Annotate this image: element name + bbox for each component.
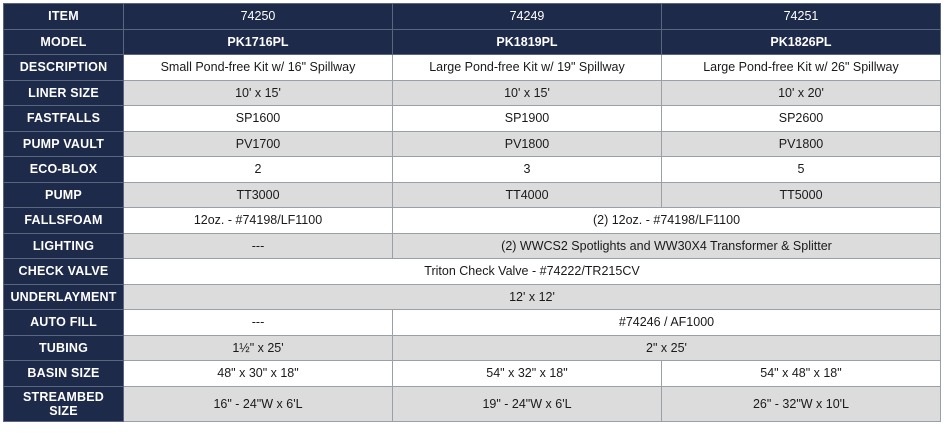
basin-size-cell: 54" x 48" x 18" [662,361,941,387]
fallsfoam-cell: 12oz. - #74198/LF1100 [124,208,393,234]
description-cell: Large Pond-free Kit w/ 19" Spillway [393,55,662,81]
row-label-pump-vault: PUMP VAULT [4,131,124,157]
pump-cell: TT5000 [662,182,941,208]
item-number-74250: 74250 [124,4,393,30]
pump-row [4,182,941,208]
row-label-eco-blox: ECO-BLOX [4,157,124,183]
underlayment-row [4,284,941,310]
liner-size-cell: 10' x 20' [662,80,941,106]
row-label-check-valve: CHECK VALVE [4,259,124,285]
liner-size-cell: 10' x 15' [393,80,662,106]
row-label-lighting: LIGHTING [4,233,124,259]
fallsfoam-cell-merged: (2) 12oz. - #74198/LF1100 [393,208,941,234]
auto-fill-cell-merged: #74246 / AF1000 [393,310,941,336]
liner-size-cell: 10' x 15' [124,80,393,106]
eco-blox-cell: 2 [124,157,393,183]
item-number-74251: 74251 [662,4,941,30]
lighting-cell-merged: (2) WWCS2 Spotlights and WW30X4 Transformer & Splitter [393,233,941,259]
check-valve-cell-merged: Triton Check Valve - #74222/TR215CV [124,259,941,285]
row-label-auto-fill: AUTO FILL [4,310,124,336]
description-cell: Large Pond-free Kit w/ 26" Spillway [662,55,941,81]
tubing-row [4,335,941,361]
lighting-cell: --- [124,233,393,259]
pump-cell: TT4000 [393,182,662,208]
liner-size-row [4,80,941,106]
fastfalls-cell: SP1900 [393,106,662,132]
fastfalls-cell: SP1600 [124,106,393,132]
row-label-basin-size: BASIN SIZE [4,361,124,387]
tubing-cell: 1½" x 25' [124,335,393,361]
model-cell: PK1716PL [124,29,393,55]
description-row [4,55,941,81]
pump-vault-row [4,131,941,157]
row-label-underlayment: UNDERLAYMENT [4,284,124,310]
pump-cell: TT3000 [124,182,393,208]
model-row [4,29,941,55]
row-label-item: ITEM [4,4,124,30]
basin-size-cell: 54" x 32" x 18" [393,361,662,387]
fastfalls-cell: SP2600 [662,106,941,132]
item-row [4,4,941,30]
tubing-cell-merged: 2" x 25' [393,335,941,361]
underlayment-cell-merged: 12' x 12' [124,284,941,310]
auto-fill-row [4,310,941,336]
fallsfoam-row [4,208,941,234]
pond-kit-spec-table [3,3,941,422]
basin-size-cell: 48" x 30" x 18" [124,361,393,387]
item-number-74249: 74249 [393,4,662,30]
pump-vault-cell: PV1700 [124,131,393,157]
eco-blox-row [4,157,941,183]
model-cell: PK1819PL [393,29,662,55]
row-label-liner-size: LINER SIZE [4,80,124,106]
row-label-description: DESCRIPTION [4,55,124,81]
eco-blox-cell: 3 [393,157,662,183]
streambed-size-row [4,386,941,421]
pump-vault-cell: PV1800 [662,131,941,157]
row-label-pump: PUMP [4,182,124,208]
check-valve-row [4,259,941,285]
row-label-tubing: TUBING [4,335,124,361]
row-label-streambed-size: STREAMBED SIZE [4,386,124,421]
lighting-row [4,233,941,259]
eco-blox-cell: 5 [662,157,941,183]
fastfalls-row [4,106,941,132]
pump-vault-cell: PV1800 [393,131,662,157]
basin-size-row [4,361,941,387]
row-label-model: MODEL [4,29,124,55]
auto-fill-cell: --- [124,310,393,336]
row-label-fastfalls: FASTFALLS [4,106,124,132]
row-label-fallsfoam: FALLSFOAM [4,208,124,234]
streambed-size-cell: 26" - 32"W x 10'L [662,386,941,421]
description-cell: Small Pond-free Kit w/ 16" Spillway [124,55,393,81]
streambed-size-cell: 19" - 24"W x 6'L [393,386,662,421]
streambed-size-cell: 16" - 24"W x 6'L [124,386,393,421]
model-cell: PK1826PL [662,29,941,55]
